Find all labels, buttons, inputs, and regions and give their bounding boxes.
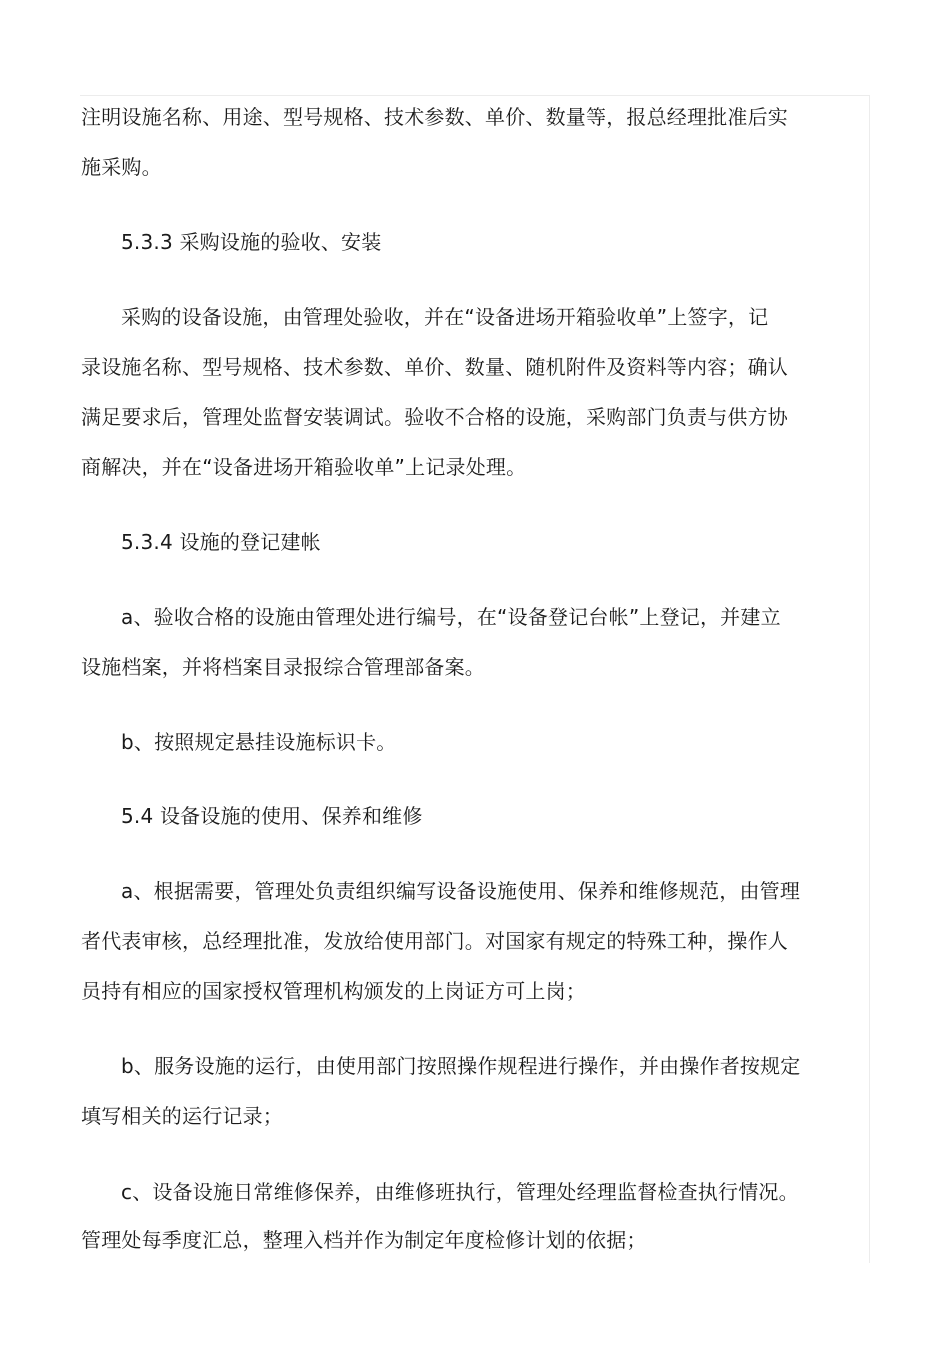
body-text-line: 设施档案，并将档案目录报综合管理部备案。 [81,655,485,679]
body-text-line: 员持有相应的国家授权管理机构颁发的上岗证方可上岗； [81,979,586,1003]
body-text-line: 满足要求后，管理处监督安装调试。验收不合格的设施，采购部门负责与供方协 [81,405,788,429]
body-text-line: 者代表审核，总经理批准，发放给使用部门。对国家有规定的特殊工种，操作人 [81,929,788,953]
section-heading-5-3-4: 5.3.4 设施的登记建帐 [121,530,321,554]
section-heading-5-3-3: 5.3.3 采购设施的验收、安装 [121,230,382,254]
body-text-line: 商解决，并在“设备进场开箱验收单”上记录处理。 [81,455,527,479]
body-text-line: a、验收合格的设施由管理处进行编号，在“设备登记台帐”上登记，并建立 [121,605,781,629]
page-border-top [80,95,870,96]
body-text-line: 录设施名称、型号规格、技术参数、单价、数量、随机附件及资料等内容；确认 [81,355,788,379]
body-text-line: 管理处每季度汇总，整理入档并作为制定年度检修计划的依据； [81,1228,647,1252]
body-text-line: 施采购。 [81,155,162,179]
body-text-line: 填写相关的运行记录； [81,1104,283,1128]
body-text-line: 采购的设备设施，由管理处验收，并在“设备进场开箱验收单”上签字，记 [121,305,769,329]
body-text-line: a、根据需要，管理处负责组织编写设备设施使用、保养和维修规范，由管理 [121,879,801,903]
body-text-line: b、按照规定悬挂设施标识卡。 [121,730,397,754]
body-text-line: 注明设施名称、用途、型号规格、技术参数、单价、数量等，报总经理批准后实 [81,105,788,129]
page-border-right [869,95,870,1263]
body-text-line: c、设备设施日常维修保养，由维修班执行，管理处经理监督检查执行情况。 [121,1180,799,1204]
section-heading-5-4: 5.4 设备设施的使用、保养和维修 [121,804,423,828]
body-text-line: b、服务设施的运行，由使用部门按照操作规程进行操作，并由操作者按规定 [121,1054,801,1078]
